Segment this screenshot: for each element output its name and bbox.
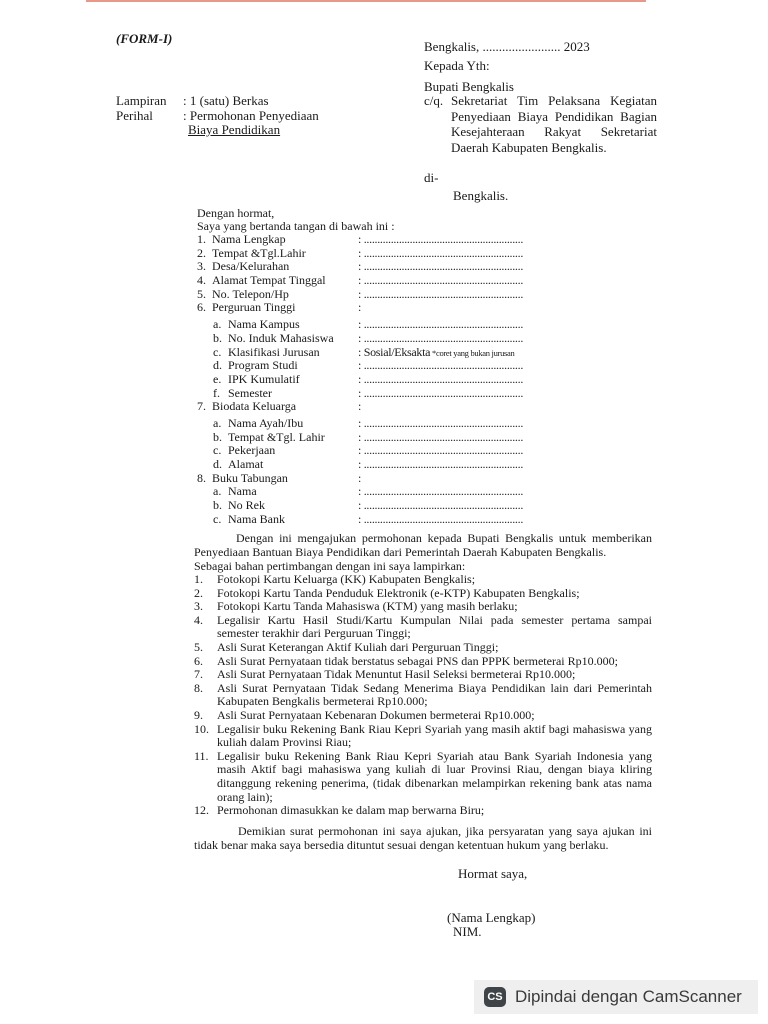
attachment-text: Fotokopi Kartu Tanda Mahasiswa (KTM) yang masih berlaku;	[217, 599, 518, 614]
field-label: No. Induk Mahasiswa	[228, 330, 334, 345]
field-label: Tempat &Tgl.Lahir	[212, 245, 306, 260]
attachment-number: 11.	[194, 748, 209, 763]
field-label: Klasifikasi Jurusan	[228, 344, 320, 359]
attachment-number: 10.	[194, 721, 209, 736]
field-row	[197, 260, 597, 274]
field-blank: : ...........................................................	[358, 330, 524, 345]
field-number: a.	[213, 484, 222, 499]
field-row	[197, 346, 597, 360]
field-number: 6.	[197, 300, 206, 315]
di-label: di-	[424, 170, 439, 185]
field-row	[197, 444, 597, 458]
field-number: 5.	[197, 286, 206, 301]
cq-recipient-text: Sekretariat Tim Pelaksana Kegiatan Penyediaan Biaya Pendidikan Bagian Kesejahteraan Rakyat Sekretariat Daerah Kabupaten Bengkalis.	[451, 93, 657, 155]
form-code: (FORM-I)	[116, 31, 173, 46]
attachment-item	[194, 655, 652, 669]
attachment-item	[194, 804, 652, 818]
field-row	[197, 233, 597, 247]
attachment-number: 9.	[194, 707, 203, 722]
field-row	[197, 274, 597, 288]
field-label: Pekerjaan	[228, 443, 276, 458]
cq-label: c/q.	[424, 93, 444, 108]
field-row	[197, 288, 597, 302]
recipient-city: Bengkalis.	[453, 188, 509, 203]
field-blank: : ...........................................................	[358, 498, 524, 513]
closing-paragraph-text: Demikian surat permohonan ini saya ajukan, jika persyaratan yang saya ajukan ini tidak benar maka saya bersedia dituntut sesuai dengan ketentuan hukum yang berlaku.	[194, 824, 652, 852]
field-label: Nama Bank	[228, 511, 285, 526]
attachment-number: 1.	[194, 572, 203, 586]
field-number: 3.	[197, 259, 206, 274]
attachment-number: 4.	[194, 612, 203, 627]
field-label: Nama	[228, 484, 257, 499]
attachment-item	[194, 709, 652, 723]
attachment-number: 12.	[194, 803, 209, 818]
attachment-text: Permohonan dimasukkan ke dalam map berwarna Biru;	[217, 803, 485, 818]
closing-salutation: Hormat saya,	[458, 866, 528, 881]
attachment-list	[194, 573, 652, 818]
field-row	[197, 431, 597, 445]
attachment-text: Fotokopi Kartu Tanda Penduduk Elektronik (e-KTP) Kabupaten Bengkalis;	[217, 585, 580, 600]
request-paragraph-text: Dengan ini mengajukan permohonan kepada Bupati Bengkalis untuk memberikan Penyediaan Bantuan Biaya Pendidikan dari Pemerintah Daerah Kabupaten Bengkalis.	[194, 531, 652, 559]
field-row	[197, 499, 597, 513]
field-row	[197, 458, 597, 472]
field-blank: : ...........................................................	[358, 245, 524, 260]
field-label: Alamat Tempat Tinggal	[212, 273, 326, 288]
field-number: d.	[213, 457, 222, 471]
lampiran-value: : 1 (satu) Berkas	[183, 93, 269, 108]
applicant-field-list	[197, 233, 597, 526]
field-value: : Sosial/Eksakta	[358, 344, 431, 359]
attachment-number: 3.	[194, 599, 203, 614]
field-number: c.	[213, 511, 222, 526]
addressee-heading: Kepada Yth:	[424, 58, 490, 73]
field-blank: : ...........................................................	[358, 286, 524, 301]
field-blank: : ...........................................................	[358, 232, 524, 246]
field-number: c.	[213, 344, 222, 359]
field-blank: : ...........................................................	[358, 273, 524, 288]
field-label: No Rek	[228, 498, 265, 513]
field-label: Nama Ayah/Ibu	[228, 415, 304, 430]
field-label: Desa/Kelurahan	[212, 259, 290, 274]
field-number: f.	[213, 385, 220, 400]
field-number: 8.	[197, 470, 206, 485]
attachment-text: Asli Surat Pernyataan tidak berstatus sebagai PNS dan PPPK bermeterai Rp10.000;	[217, 653, 618, 668]
request-paragraph	[194, 532, 652, 559]
perihal-value: : Permohonan Penyediaan	[183, 108, 319, 123]
attachment-number: 5.	[194, 639, 203, 654]
attachment-item	[194, 682, 652, 709]
field-number: 7.	[197, 399, 206, 414]
field-label: Semester	[228, 385, 272, 400]
signer-name: (Nama Lengkap)	[447, 910, 536, 925]
field-label: Biodata Keluarga	[212, 399, 297, 414]
field-blank: : ...........................................................	[358, 317, 524, 332]
field-number: b.	[213, 330, 222, 345]
perihal-label: Perihal	[116, 108, 153, 123]
field-label: Buku Tabungan	[212, 470, 288, 485]
field-number: b.	[213, 429, 222, 444]
attachment-item	[194, 614, 652, 641]
field-row	[197, 472, 597, 486]
field-blank: :	[358, 470, 362, 485]
perihal-value-underlined: Biaya Pendidikan	[188, 122, 281, 137]
greeting: Dengan hormat,	[197, 206, 275, 220]
attachment-item	[194, 600, 652, 614]
field-row	[197, 332, 597, 346]
attachment-number: 6.	[194, 653, 203, 668]
attachment-item	[194, 573, 652, 587]
attachment-number: 8.	[194, 680, 203, 695]
attachment-number: 2.	[194, 585, 203, 600]
field-number: 2.	[197, 245, 206, 260]
attachment-item	[194, 587, 652, 601]
intro-line: Saya yang bertanda tangan di bawah ini :	[197, 219, 395, 233]
attachment-text: Asli Surat Pernyataan Tidak Sedang Menerima Biaya Pendidikan lain dari Pemerintah Kabupaten Bengkalis bermeterai Rp10.000;	[217, 680, 652, 709]
field-blank: : ...........................................................	[358, 484, 524, 499]
field-label: Alamat	[228, 457, 264, 471]
field-row	[197, 373, 597, 387]
field-label: IPK Kumulatif	[228, 371, 300, 386]
field-number: e.	[213, 371, 222, 386]
field-number: 1.	[197, 232, 206, 246]
field-row	[197, 485, 597, 499]
attachment-text: Legalisir buku Rekening Bank Riau Kepri Syariah yang masih aktif bagi mahasiswa yang kuliah dalam Provinsi Riau;	[217, 721, 652, 750]
field-row	[197, 400, 597, 414]
attachment-text: Asli Surat Pernyataan Kebenaran Dokumen bermeterai Rp10.000;	[217, 707, 535, 722]
field-row	[197, 417, 597, 431]
field-blank: : ...........................................................	[358, 429, 524, 444]
field-blank: : ...........................................................	[358, 443, 524, 458]
field-label: Nama Kampus	[228, 317, 300, 332]
field-label: Perguruan Tinggi	[212, 300, 296, 315]
field-row	[197, 513, 597, 527]
field-number: a.	[213, 415, 222, 430]
attachment-text: Fotokopi Kartu Keluarga (KK) Kabupaten Bengkalis;	[217, 572, 476, 586]
field-label: No. Telepon/Hp	[212, 286, 289, 301]
camscanner-watermark-text: Dipindai dengan CamScanner	[515, 987, 742, 1006]
field-row	[197, 318, 597, 332]
attachment-text: Legalisir Kartu Hasil Studi/Kartu Kumpulan Nilai pada semester pertama sampai semester terakhir dari Perguruan Tinggi;	[217, 612, 652, 641]
field-number: c.	[213, 443, 222, 458]
field-blank: : ...........................................................	[358, 259, 524, 274]
field-number: b.	[213, 498, 222, 513]
recipient: Bupati Bengkalis	[424, 79, 514, 94]
field-blank: :	[358, 300, 362, 315]
field-blank: : ...........................................................	[358, 511, 524, 526]
field-blank: :	[358, 399, 362, 414]
field-number: d.	[213, 358, 222, 373]
field-label: Nama Lengkap	[212, 232, 286, 246]
attachments-intro: Sebagai bahan pertimbangan dengan ini saya lampirkan:	[194, 559, 466, 573]
field-number: 4.	[197, 273, 206, 288]
field-blank: : ...........................................................	[358, 371, 524, 386]
field-number: a.	[213, 317, 222, 332]
field-row	[197, 359, 597, 373]
field-note: *coret yang bukan jurusan	[430, 347, 515, 358]
closing-paragraph	[194, 825, 652, 852]
camscanner-logo-icon: CS	[484, 987, 506, 1007]
attachment-item	[194, 723, 652, 750]
field-row	[197, 247, 597, 261]
field-row	[197, 301, 597, 315]
attachment-text: Legalisir buku Rekening Bank Riau Kepri Syariah atau Bank Syariah Indonesia yang masih Aktif bagi mahasiswa yang kuliah di luar Provinsi Riau, dengan biaya kliring ditanggung rekening penerima, (tidak dibenarkan melampirkan rekening bank atas nama orang lain);	[217, 748, 652, 804]
field-label: Program Studi	[228, 358, 298, 373]
field-row	[197, 387, 597, 401]
field-blank: : ...........................................................	[358, 457, 524, 471]
field-blank: : ...........................................................	[358, 385, 524, 400]
attachment-number: 7.	[194, 667, 203, 682]
field-label: Tempat &Tgl. Lahir	[228, 429, 325, 444]
attachment-text: Asli Surat Keterangan Aktif Kuliah dari Perguruan Tinggi;	[217, 639, 499, 654]
attachment-item	[194, 641, 652, 655]
field-blank: : ...........................................................	[358, 358, 524, 373]
date-line: Bengkalis, ........................ 2023	[424, 39, 590, 54]
lampiran-label: Lampiran	[116, 93, 167, 108]
attachment-text: Asli Surat Pernyataan Tidak Menuntut Hasil Seleksi bermeterai Rp10.000;	[217, 667, 576, 682]
camscanner-watermark	[474, 980, 758, 1014]
attachment-item	[194, 750, 652, 804]
field-blank: : ...........................................................	[358, 415, 524, 430]
attachment-item	[194, 668, 652, 682]
signer-nim: NIM.	[453, 924, 482, 939]
